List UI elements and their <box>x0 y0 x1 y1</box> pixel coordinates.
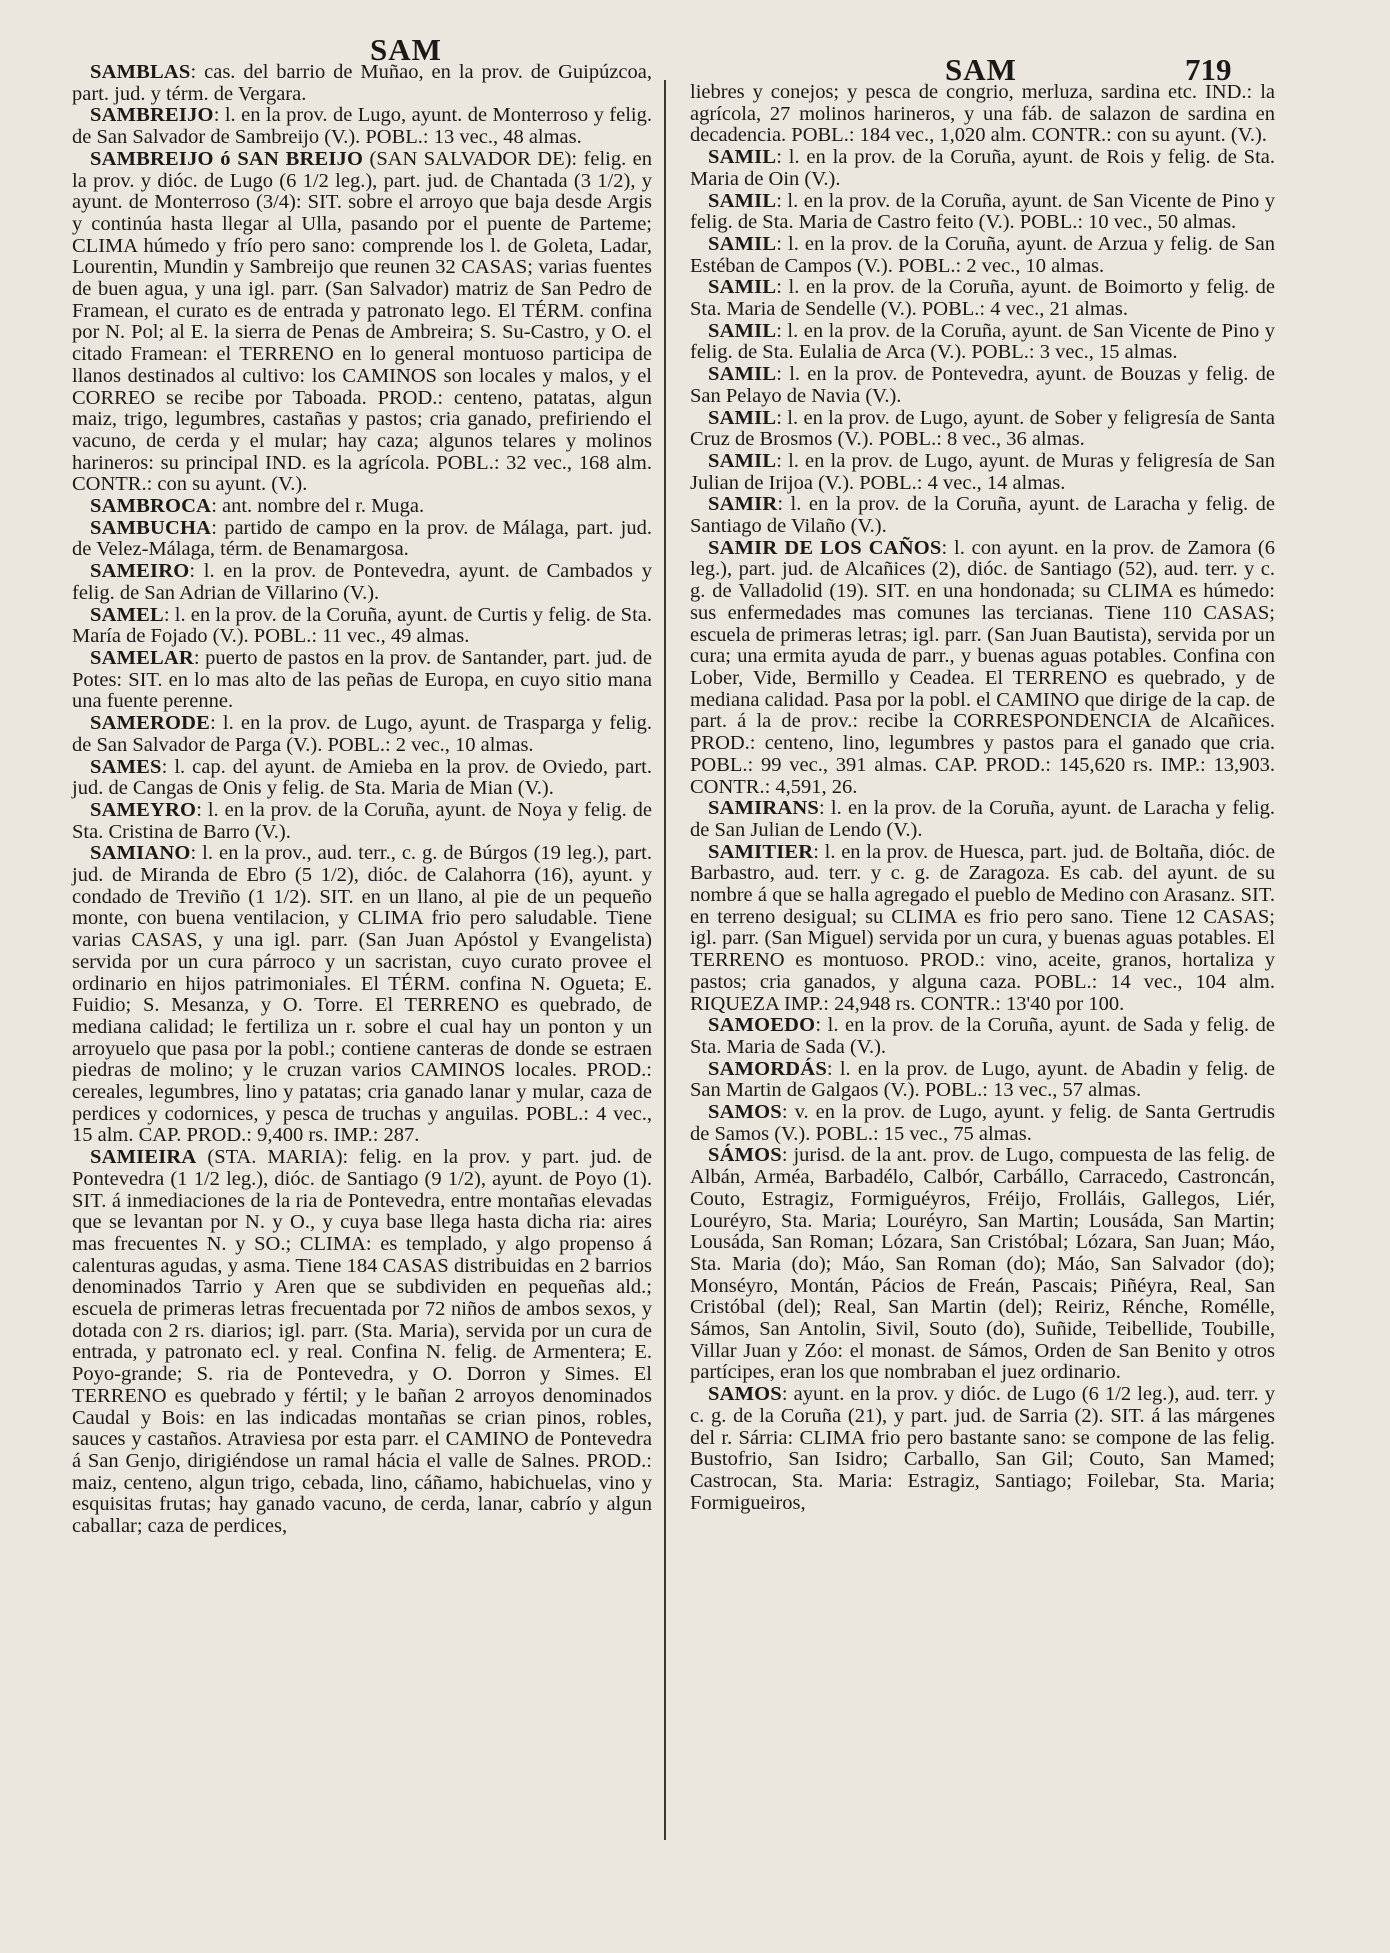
entry-text: : l. en la prov., aud. terr., c. g. de Búrgos (19 leg.), part. jud. de Miranda de Ebro (5 1/2), dióc. de Calahorra (16), ayunt. y condado de Treviño (1 1/2). SIT. en un llano, al pie de un pequeño monte, con buena ventilacion, y CLIMA frio pero saludable. Tiene varias CASAS, y una igl. parr. (San Juan Apóstol y Evangelista) servida por un cura párroco y un sacristan, cuyo curato provee el ordinario en hijos patrimoniales. El TÉRM. confina N. Ogueta; E. Fuidio; S. Mesanza, y O. Torre. El TERRENO es quebrado, de mediana calidad; le fertiliza un r. sobre el cual hay un ponton y un arroyuelo que pasa por la pobl.; contiene canteras de donde se estraen piedras de molino; y le cruzan varios CAMINOS locales. PROD.: cereales, legumbres, lino y patatas; cria ganado lanar y mular, caza de perdices y codornices, y pesca de truchas y anguilas. POBL.: 4 vec., 15 alm. CAP. PROD.: 9,400 rs. IMP.: 287. <box>72 842 652 1147</box>
entry-term: SAMIL <box>708 363 777 386</box>
entry <box>690 1102 1275 1145</box>
entry-term: SAMBROCA <box>90 495 212 518</box>
entry <box>72 518 652 561</box>
entry-text: : l. en la prov. de Huesca, part. jud. de Boltaña, dióc. de Barbastro, aud. terr. y c. g. de Zaragoza. Es cab. del ayunt. de su nombre á que se halla agregado el pueblo de Medino con Arasanz. SIT. en terreno desigual; su CLIMA es frio pero sano. Tiene 12 CASAS; igl. parr. (San Miguel) servida por un cura, y buenas aguas potables. El TERRENO es montuoso. PROD.: vino, aceite, granos, hortaliza y pastos; cria ganados, y alguna caza. POBL.: 14 vec., 104 alm. RIQUEZA IMP.: 24,948 rs. CONTR.: 13'40 por 100. <box>690 840 1275 1015</box>
entry-continuation <box>690 82 1275 147</box>
entry-text: : l. en la prov. de Lugo, ayunt. de Abadin y felig. de San Martin de Galgaos (V.). POBL.: 13 vec., 57 almas. <box>690 1057 1275 1102</box>
entry-term: SAMEIRO <box>90 560 190 583</box>
entry-text: : l. en la prov. de Pontevedra, ayunt. de Bouzas y felig. de San Pelayo de Navia (V.). <box>690 363 1275 407</box>
entry-text: : l. en la prov. de Lugo, ayunt. de Sober y feligresía de Santa Cruz de Brosmos (V.). POBL.: 8 vec., 36 almas. <box>690 406 1275 451</box>
entry-text: : l. en la prov. de Lugo, ayunt. de Monterroso y felig. de San Salvador de Sambreijo (V.). POBL.: 13 vec., 48 almas. <box>72 104 652 149</box>
entry-text: : l. en la prov. de Lugo, ayunt. de Muras y feligresía de San Julian de Irijoa (V.). POBL.: 4 vec., 14 almas. <box>690 449 1275 494</box>
entry-text: : l. en la prov. de la Coruña, ayunt. de Laracha y felig. de San Julian de Lendo (V.). <box>690 797 1275 841</box>
entry-text: : l. en la prov. de Lugo, ayunt. de Trasparga y felig. de San Salvador de Parga (V.). POBL.: 2 vec., 10 almas. <box>72 712 652 756</box>
entry <box>690 364 1275 407</box>
entry-term: SAMIL <box>708 189 777 212</box>
column-divider <box>664 80 666 1840</box>
entry-term: SAMIANO <box>90 842 191 865</box>
entry-term: SAMOEDO <box>708 1014 816 1037</box>
entry <box>72 843 652 1147</box>
entry-term: SAMOS <box>708 1383 782 1406</box>
entry-text: liebres y conejos; y pesca de congrio, merluza, sardina etc. IND.: la agrícola, 27 molinos harineros, y una fáb. de salazon de sardina en decadencia. POBL.: 184 vec., 1,020 alm. CONTR.: con su ayunt. (V.). <box>690 81 1275 147</box>
entry <box>72 757 652 800</box>
entry <box>72 561 652 604</box>
entry-term: SAMIL <box>708 276 777 299</box>
entry-text: : l. con ayunt. en la prov. de Zamora (6 leg.), part. jud. de Alcañices (2), dióc. de Santiago (52), aud. terr. y c. g. de Valladolid (19). SIT. en una hondonada; su CLIMA es húmedo: sus enfermedades mas comunes las tercianas. Tiene 110 CASAS; escuela de primeras letras; igl. parr. (San Juan Bautista), servida por un cura; una ermita ayuda de parr., y buenas aguas potables. Confina con Lober, Vide, Bermillo y Ceadea. El TERRENO es quebrado, y de mediana calidad. Pasa por la pobl. el CAMINO que dirige de la cap. de part. á la de prov.: recibe la CORRESPONDENCIA de Alcañices. PROD.: centeno, lino, legumbres y pastos para el ganado que cria. POBL.: 99 vec., 391 almas. CAP. PROD.: 145,620 rs. IMP.: 13,903. CONTR.: 4,591, 26. <box>690 536 1275 798</box>
entry <box>690 1145 1275 1384</box>
entry <box>690 408 1275 451</box>
entry-term: SAMELAR <box>90 646 194 669</box>
entry-term: SAMIR DE LOS CAÑOS <box>708 536 942 559</box>
entry-term: SAMIL <box>708 146 777 169</box>
entry <box>690 191 1275 234</box>
entry-term: SAMIL <box>708 232 777 255</box>
entry <box>72 105 652 148</box>
running-head-left: SAM <box>370 32 442 67</box>
entry <box>690 798 1275 841</box>
entry <box>690 451 1275 494</box>
right-column <box>690 82 1275 1514</box>
entry <box>690 1015 1275 1058</box>
entry-term: SAMITIER <box>708 840 814 863</box>
entry-term: SAMBREIJO <box>90 104 214 127</box>
entry-text: : l. en la prov. de la Coruña, ayunt. de Rois y felig. de Sta. Maria de Oin (V.). <box>690 146 1275 190</box>
entry <box>72 648 652 713</box>
entry <box>72 62 652 105</box>
entry <box>690 538 1275 798</box>
entry <box>72 1147 652 1538</box>
entry-term: SAMIL <box>708 449 777 472</box>
entry <box>690 494 1275 537</box>
entry-text: : l. en la prov. de la Coruña, ayunt. de Sada y felig. de Sta. Maria de Sada (V.). <box>690 1014 1275 1058</box>
entry-text: (SAN SALVADOR DE): felig. en la prov. y dióc. de Lugo (6 1/2 leg.), part. jud. de Chantada (3 1/2), y ayunt. de Monterroso (3/4): SIT. sobre el arroyo que baja desde Argis y continúa hasta llegar al Ulla, pasando por el puente de Parteme; CLIMA húmedo y frío pero sano: comprende los l. de Goleta, Ladar, Lourentin, Mundin y Sambreijo que reunen 32 CASAS; varias fuentes de buen agua, y una igl. parr. (San Salvador) matriz de San Pedro de Framean, el curato es de entrada y patronato lego. El TÉRM. confina por N. Pol; al E. la sierra de Penas de Ambreira; S. Su-Castro, y O. el citado Framean: el TERRENO en lo general montuoso participa de llanos destinados al cultivo: los CAMINOS son locales y malos, y el CORREO se recibe por Taboada. PROD.: centeno, patatas, algun maiz, trigo, legumbres, castañas y pastos; cria ganado, prefiriendo el vacuno, de cerda y el mular; hay caza; algunos telares y molinos harineros: su principal IND. es la agrícola. POBL.: 32 vec., 168 alm. CONTR.: con su ayunt. (V.). <box>72 147 652 496</box>
entry <box>690 147 1275 190</box>
entry <box>72 496 652 518</box>
entry <box>690 1059 1275 1102</box>
entry-text: : l. en la prov. de la Coruña, ayunt. de Boimorto y felig. de Sta. Maria de Sendelle (V.). POBL.: 4 vec., 21 almas. <box>690 276 1275 321</box>
entry-text: : l. en la prov. de la Coruña, ayunt. de San Vicente de Pino y felig. de Sta. Maria de Castro feito (V.). POBL.: 10 vec., 50 almas. <box>690 189 1275 234</box>
entry-term: SAMIR <box>708 493 778 516</box>
entry-text: : ayunt. en la prov. y dióc. de Lugo (6 1/2 leg.), aud. terr. y c. g. de la Coruña (21), y part. jud. de Sarria (2). SIT. á las márgenes del r. Sárria: CLIMA frio pero bastante sano: se compone de las felig. Bustofrio, San Isidro; Carballo, San Gil; Couto, San Mamed; Castrocan, Sta. Maria: Estragiz, Santiago; Foilebar, Sta. Maria; Formigueiros, <box>690 1383 1275 1514</box>
entry-term: SAMBREIJO ó SAN BREIJO <box>90 147 364 170</box>
running-head-right: SAM <box>945 52 1017 87</box>
entry <box>72 149 652 496</box>
entry-term: SÁMOS <box>708 1144 782 1167</box>
entry-term: SAMBLAS <box>90 61 191 83</box>
entry-term: SAMIL <box>708 406 777 429</box>
entry-text: (STA. MARIA): felig. en la prov. y part. jud. de Pontevedra (1 1/2 leg.), dióc. de Santiago (9 1/2), ayunt. de Poyo (1). SIT. á inmediaciones de la ria de Pontevedra, entre montañas elevadas que se levantan por N. y O., y cuya base llega hasta dicha ria: aires mas frecuentes N. y SO.; CLIMA: es templado, y algo propenso á calenturas agudas, y asma. Tiene 184 CASAS distribuidas en 2 barrios denominados Tarrio y Aren que se subdividen en pequeñas ald.; escuela de primeras letras frecuentada por 72 niños de ambos sexos, y dotada con 2 rs. diarios; igl. parr. (Sta. Maria), servida por un cura de entrada, y patronato ecl. y real. Confina N. felig. de Armentera; E. Poyo-grande; S. ria de Pontevedra, y O. Dorron y Simes. El TERRENO es quebrado y fértil; y le bañan 2 arroyos denominados Caudal y Bois: en las indicadas montañas se crian pinos, robles, sauces y castaños. Atraviesa por esta parr. el CAMINO de Pontevedra á San Genjo, dirigiéndose un ramal hácia el valle de Salnes. PROD.: maiz, centeno, algun trigo, cebada, lino, cáñamo, habichuelas, vino y esquisitas frutas; hay ganado vacuno, de cerda, lanar, cabrío y algun caballar; caza de perdices, <box>72 1146 652 1538</box>
entry-text: : v. en la prov. de Lugo, ayunt. y felig. de Santa Gertrudis de Samos (V.). POBL.: 15 vec., 75 almas. <box>690 1101 1275 1145</box>
entry-text: : l. en la prov. de la Coruña, ayunt. de Laracha y felig. de Santiago de Vilaño (V.). <box>690 493 1275 538</box>
entry <box>690 234 1275 277</box>
entry <box>72 713 652 756</box>
entry <box>690 1384 1275 1514</box>
entry-text: : ant. nombre del r. Muga. <box>211 495 425 518</box>
entry-term: SAMORDÁS <box>708 1057 827 1080</box>
entry-text: : cas. del barrio de Muñao, en la prov. de Guipúzcoa, part. jud. y térm. de Vergara. <box>72 61 652 105</box>
entry-text: : l. cap. del ayunt. de Amieba en la prov. de Oviedo, part. jud. de Cangas de Onis y felig. de Sta. Maria de Mian (V.). <box>72 755 652 800</box>
entry-text: : partido de campo en la prov. de Málaga, part. jud. de Velez-Málaga, térm. de Benamargosa. <box>72 516 652 561</box>
entry <box>72 800 652 843</box>
entry <box>72 605 652 648</box>
entry-text: : puerto de pastos en la prov. de Santander, part. jud. de Potes: SIT. en lo mas alto de las peñas de Europa, en cuyo sitio mana una fuente perenne. <box>72 646 652 713</box>
entry <box>690 321 1275 364</box>
entry-term: SAMBUCHA <box>90 516 212 539</box>
entry-term: SAMIL <box>708 319 777 342</box>
entry-text: : l. en la prov. de la Coruña, ayunt. de Arzua y felig. de San Estéban de Campos (V.). POBL.: 2 vec., 10 almas. <box>690 232 1275 277</box>
entry-text: : l. en la prov. de la Coruña, ayunt. de Noya y felig. de Sta. Cristina de Barro (V.). <box>72 798 652 843</box>
entry-text: : l. en la prov. de la Coruña, ayunt. de San Vicente de Pino y felig. de Sta. Eulalia de Arca (V.). POBL.: 3 vec., 15 almas. <box>690 319 1275 364</box>
left-column <box>72 62 652 1538</box>
entry-text: : l. en la prov. de la Coruña, ayunt. de Curtis y felig. de Sta. María de Fojado (V.). POBL.: 11 vec., 49 almas. <box>72 603 652 648</box>
entry-text: : jurisd. de la ant. prov. de Lugo, compuesta de las felig. de Albán, Arméa, Barbadélo, Calbór, Carbállo, Carracedo, Castroncán, Couto, Estragiz, Formiguéyros, Fréijo, Frolláis, Gallegos, Liér, Louréyro, Sta. Maria; Louréyro, San Martin; Lousáda, San Martin; Lousáda, San Roman; Lózara, San Cristóbal; Lózara, San Juan; Máo, Sta. Maria (do); Máo, San Roman (do); Máo, San Salvador (do); Monséyro, Montán, Pácios de Freán, Pascais; Piñéyra, Real, San Cristóbal (del); Real, San Martin (del); Reiriz, Rénche, Romélle, Sámos, San Antolin, Sivil, Souto (do), Suñide, Teibellide, Toubille, Villar Juan y Zóo: el monast. de Sámos, Orden de San Benito y otros partícipes, eran los que nombraban el juez ordinario. <box>690 1144 1275 1384</box>
entry <box>690 277 1275 320</box>
entry-term: SAMIRANS <box>708 797 819 820</box>
entry-term: SAMEYRO <box>90 798 197 821</box>
entry-text: : l. en la prov. de Pontevedra, ayunt. de Cambados y felig. de San Adrian de Villarino (V.). <box>72 560 652 604</box>
entry-term: SAMOS <box>708 1101 782 1124</box>
entry <box>690 842 1275 1016</box>
entry-term: SAMEL <box>90 603 164 626</box>
entry-term: SAMES <box>90 755 162 778</box>
entry-term: SAMERODE <box>90 712 211 735</box>
entry-term: SAMIEIRA <box>90 1146 197 1169</box>
page-number: 719 <box>1185 52 1232 87</box>
